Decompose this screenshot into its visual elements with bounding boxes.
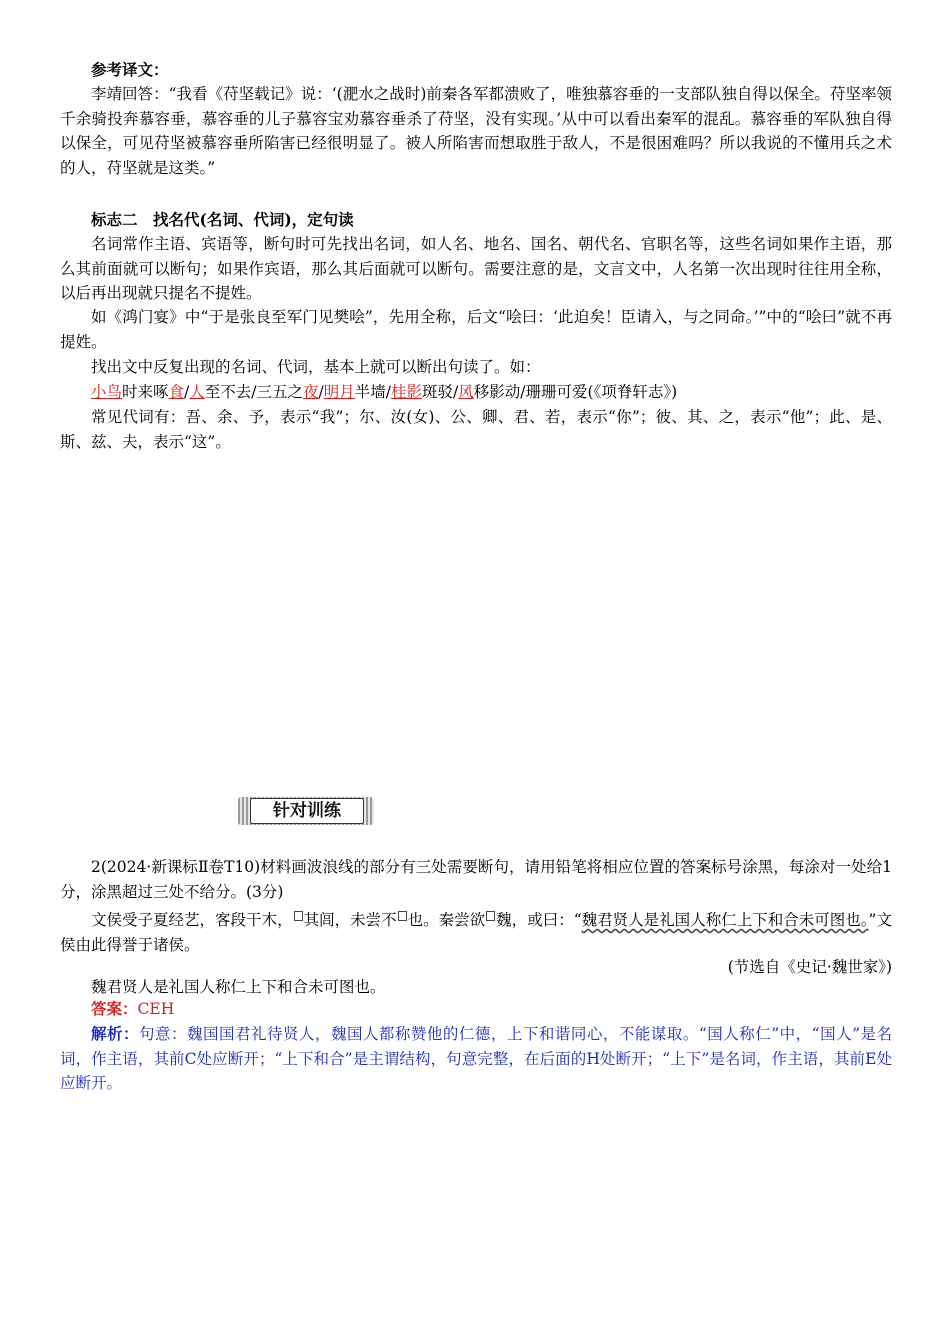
wavy-underlined-sentence: 魏君贤人是礼国人称仁上下和合未可图也。 [581,911,869,929]
example-noun: 人 [189,383,205,401]
answer-label: 答案： [91,999,138,1018]
sentence-repeat: 魏君贤人是礼国人称仁上下和合未可图也。 [91,978,386,996]
section2-paragraph-4: 常见代词有：吾、余、予，表示“我”；尔、汝(女)、公、卿、君、若，表示“你”；彼、其、之，表示“他”；此、是、斯、兹、夫，表示“这”。 [60,408,892,451]
training-banner-label: 针对训练 [250,798,364,824]
example-noun: 夜 [303,383,319,401]
example-noun: 明月 [323,383,355,401]
passage-source: (节选自《史记·魏世家》) [727,958,892,976]
training-banner [238,797,374,825]
answer-line [60,997,892,1022]
analysis-text: 句意：魏国国君礼待贤人，魏国人都称赞他的仁德，上下和谐同心，不能谋取。“国人称仁”中，“国人”是名词，作主语，其前C处应断开；“上下和合”是主谓结构，句意完整，在后面的H处断开；“上下”是名词，作主语，其前E处应断开。 [60,1025,892,1092]
section2-paragraph-1: 名词常作主语、宾语等，断句时可先找出名词，如人名、地名、国名、朝代名、官职名等，这些名词如果作主语，那么其前面就可以断句；如果作宾语，那么其后面就可以断句。需要注意的是，文言文中，人名第一次出现时往往用全称，以后再出现就只提名不提姓。 [60,235,892,302]
blank-box [486,911,495,921]
example-noun: 风 [458,383,474,401]
section2-example: 小鸟时来啄食/人至不去/三五之夜/明月半墙/桂影斑驳/风移影动/珊珊可爱(《项脊轩志》) [91,383,678,401]
question-text: 2(2024·新课标Ⅱ卷T10)材料画波浪线的部分有三处需要断句，请用铅笔将相应位置的答案标号涂黑，每涂对一处给1分，涂黑超过三处不给分。(3分) [60,858,892,901]
question-passage: 文侯受子夏经艺，客段干木， 其闾，未尝不 也。秦尝欲 魏，或曰：“魏君贤人是礼国人称仁上下和合未可图也。”文侯由此得誉于诸侯。 [60,911,892,954]
example-noun: 小鸟 [91,383,123,401]
blank-box [398,911,407,921]
section2-heading: 标志二 找名代(名词、代词)，定句读 [91,210,354,229]
translation-heading: 参考译文： [91,60,169,79]
section2-paragraph-2: 如《鸿门宴》中“于是张良至军门见樊哙”，先用全称，后文“哙曰：‘此迫矣！臣请入，与之同命。’”中的“哙曰”就不再提姓。 [60,308,892,351]
blank-box [294,911,303,921]
answer-value: CEH [137,1000,175,1018]
analysis-block [60,1022,892,1096]
section2-paragraph-3: 找出文中反复出现的名词、代词，基本上就可以断出句读了。如： [91,358,541,376]
example-noun: 食 [168,383,185,401]
example-noun: 桂影 [391,383,423,401]
translation-paragraph: 李靖回答：“我看《苻坚载记》说：‘(淝水之战时)前秦各军都溃败了，唯独慕容垂的一支部队独自得以保全。苻坚率领千余骑投奔慕容垂，慕容垂的儿子慕容宝劝慕容垂杀了苻坚，没有实现。’从中可以看出秦军的混乱。慕容垂的军队独自得以保全，可见苻坚被慕容垂所陷害已经很明显了。被人所陷害而想取胜于敌人，不是很困难吗？所以我说的不懂用兵之术的人，苻坚就是这类。” [60,85,892,177]
analysis-label: 解析： [91,1024,139,1043]
